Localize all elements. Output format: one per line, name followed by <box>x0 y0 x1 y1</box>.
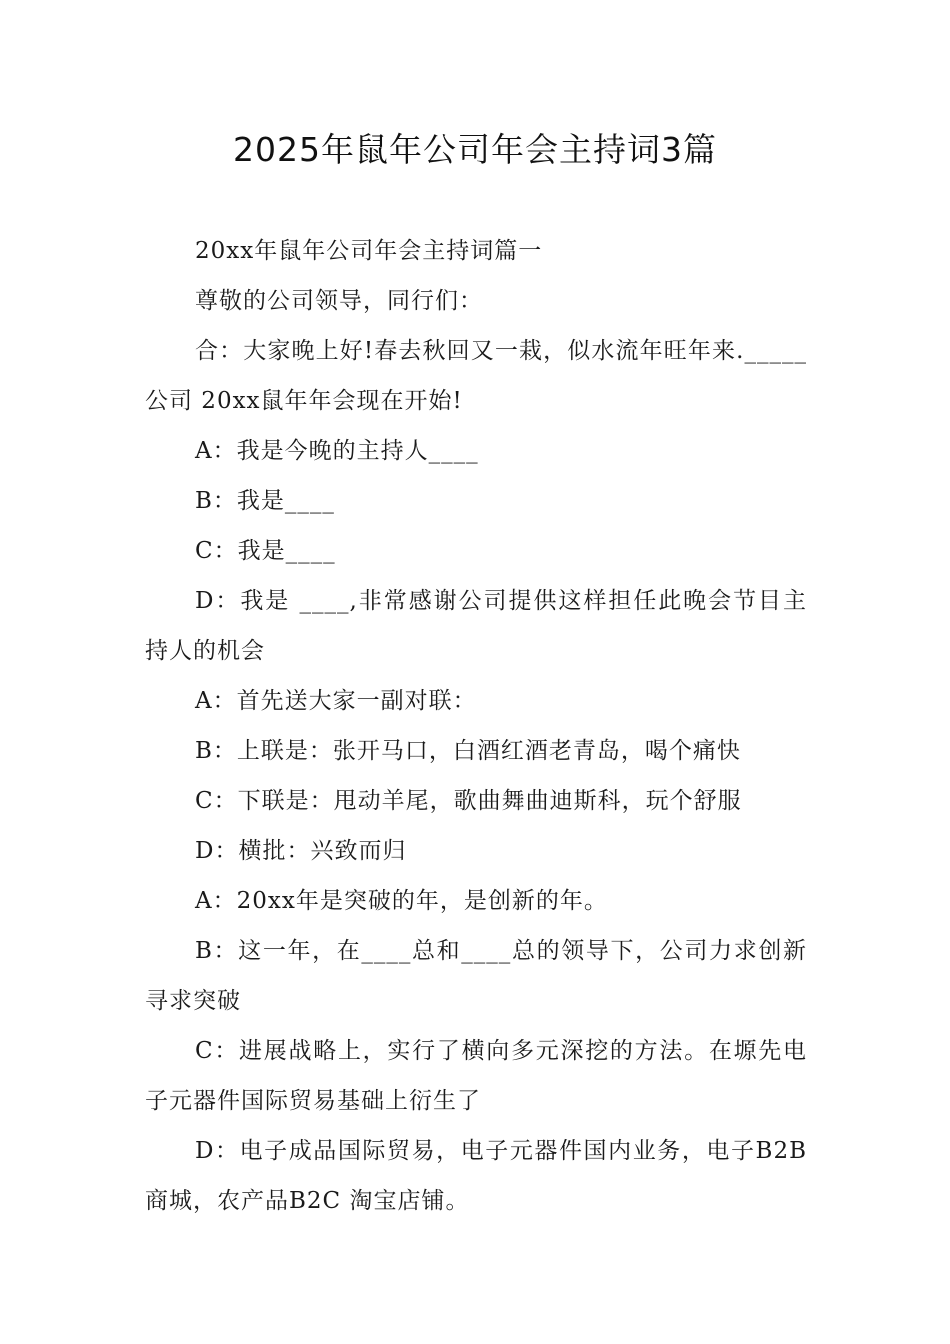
paragraph-couplet-lower: C：下联是：甩动羊尾，歌曲舞曲迪斯科，玩个舒服 <box>195 788 742 814</box>
paragraph-opening: 合：大家晚上好!春去秋回又一栽，似水流年旺年来._____公司 20xx鼠年年会现在开始! <box>145 338 807 414</box>
paragraph-couplet-upper: B：上联是：张开马口，白酒红酒老青岛，喝个痛快 <box>195 738 741 764</box>
paragraph-host-b-intro: B：我是____ <box>195 488 335 514</box>
document-title: 2025年鼠年公司年会主持词3篇 <box>233 130 717 169</box>
paragraph-couplet-intro: A：首先送大家一副对联： <box>195 688 477 714</box>
paragraph-business-lines: D：电子成品国际贸易，电子元器件国内业务，电子B2B 商城，农产品B2C 淘宝店铺。 <box>145 1138 816 1214</box>
paragraph-strategy: C：进展战略上，实行了横向多元深挖的方法。在塬先电子元器件国际贸易基础上衍生了 <box>145 1038 807 1114</box>
paragraph-greeting: 尊敬的公司领导，同行们： <box>195 288 483 314</box>
paragraph-section-heading: 20xx年鼠年公司年会主持词篇一 <box>195 238 543 264</box>
paragraph-leadership: B：这一年，在____总和____总的领导下，公司力求创新寻求突破 <box>145 938 807 1014</box>
paragraph-year-review: A：20xx年是突破的年，是创新的年。 <box>195 888 608 914</box>
paragraph-couplet-banner: D：横批：兴致而归 <box>195 838 407 864</box>
paragraph-host-d-intro: D：我是 ____,非常感谢公司提供这样担任此晚会节目主持人的机会 <box>145 588 807 664</box>
paragraph-host-c-intro: C：我是____ <box>195 538 336 564</box>
paragraph-host-a-intro: A：我是今晚的主持人____ <box>195 438 479 464</box>
document-body <box>145 226 816 1226</box>
